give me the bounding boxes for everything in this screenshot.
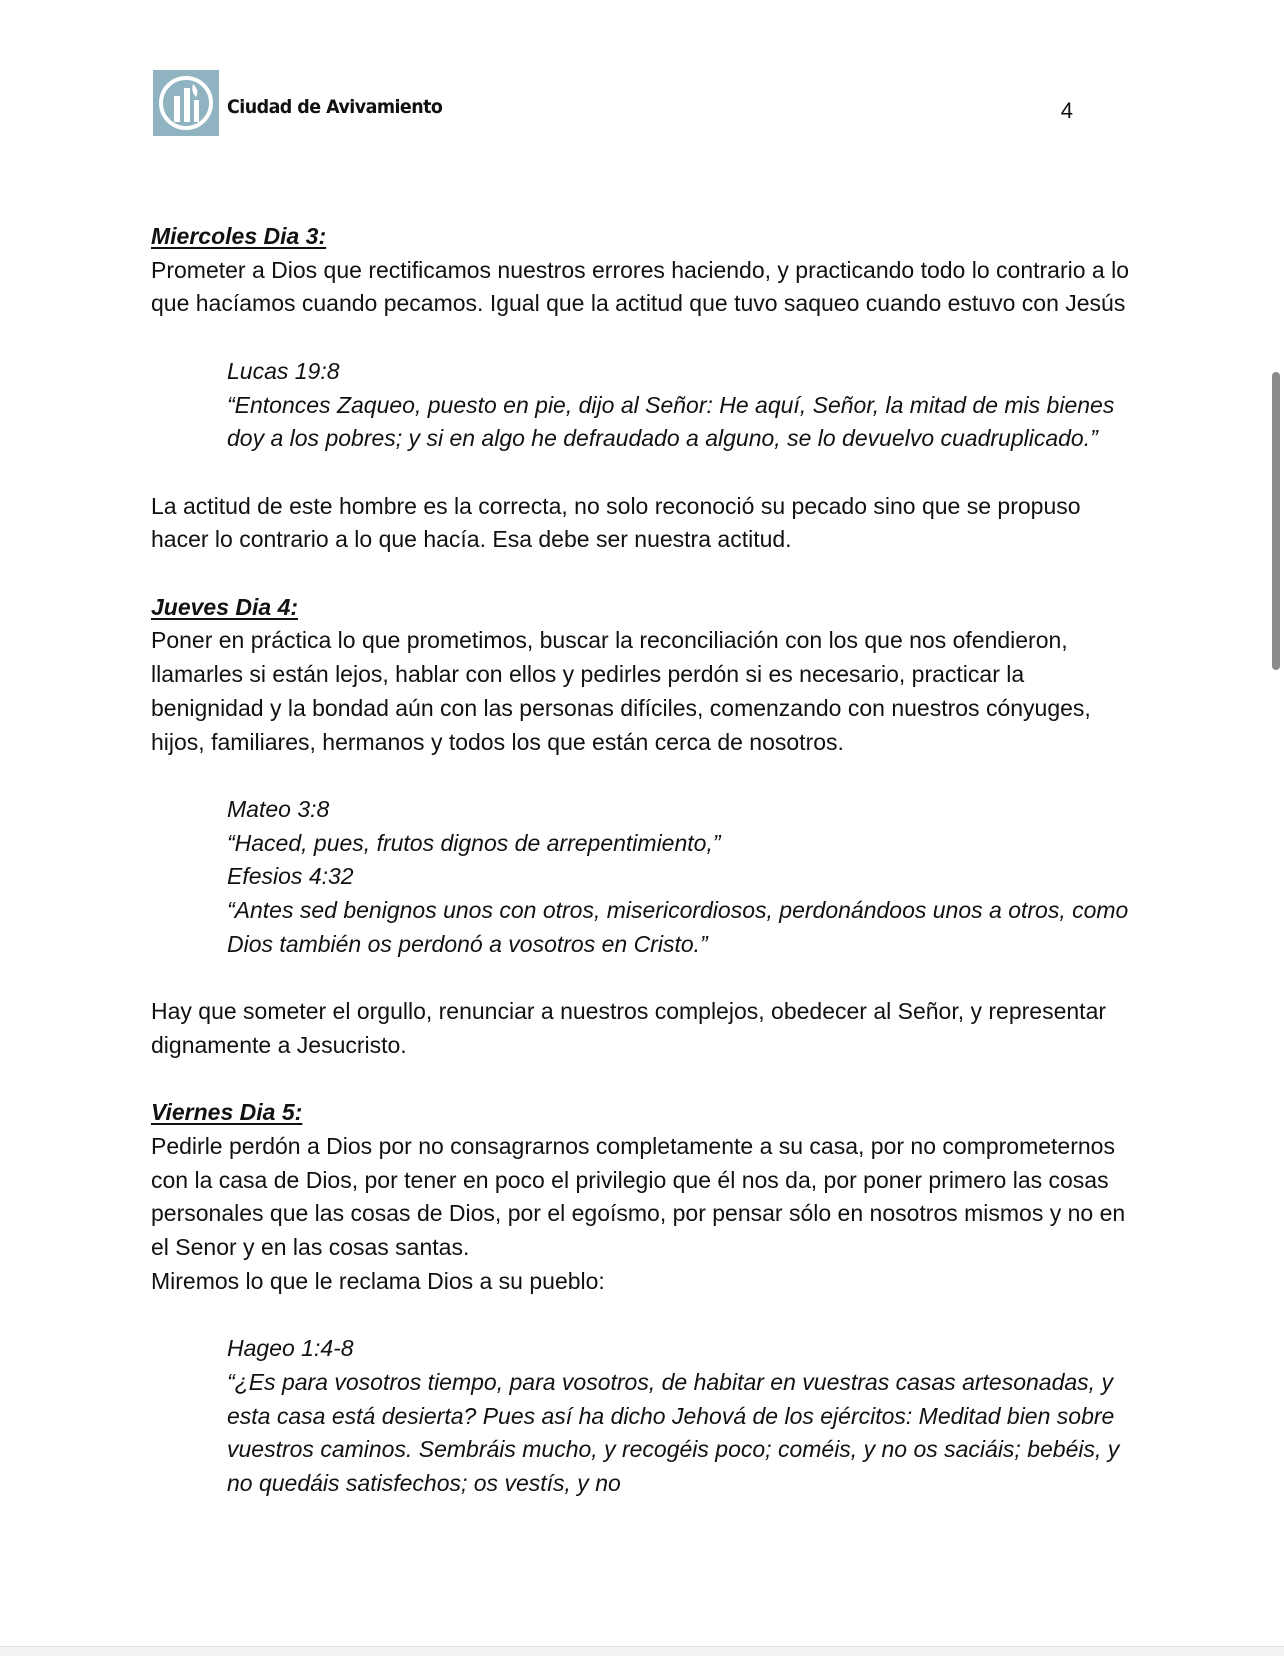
church-logo <box>153 70 219 136</box>
brand-name: Ciudad de Avivamiento <box>227 96 443 118</box>
section-title-jueves: Jueves Dia 4: <box>151 593 299 620</box>
quote-reference-lucas: Lucas 19:8 <box>227 357 340 384</box>
quote-text-hageo: “¿Es para vosotros tiempo, para vosotros, de habitar en vuestras casas artesonadas, y esta casa está desierta? Pues así ha dicho Jehová de los ejércitos: Meditad bien sobre vuestros caminos. Sembráis mucho, y recogéis poco; coméis, y no os saciáis; bebéis, y no quedáis satisfechos; os vestís, y no <box>227 1368 1120 1496</box>
page-header <box>153 70 1073 136</box>
quote-text-efesios: “Antes sed benignos unos con otros, misericordiosos, perdonándoos unos a otros, como Dios también os perdonó a vosotros en Cristo.” <box>227 897 1129 957</box>
section-closing-jueves: Hay que someter el orgullo, renunciar a nuestros complejos, obedecer al Señor, y representar dignamente a Jesucristo. <box>151 998 1107 1058</box>
quote-reference-hageo: Hageo 1:4-8 <box>227 1335 354 1362</box>
quote-text-mateo: “Haced, pues, frutos dignos de arrepentimiento,” <box>227 829 721 856</box>
section-intro-jueves: Poner en práctica lo que prometimos, buscar la reconciliación con los que nos ofendieron, llamarles si están lejos, hablar con ellos y pedirles perdón si es necesario, practicar la benignidad y la bondad aún con las personas difíciles, comenzando con nuestros cónyuges, hijos, familiares, hermanos y todos los que están cerca de nosotros. <box>151 627 1091 755</box>
section-title-miercoles: Miercoles Dia 3: <box>151 223 327 249</box>
page-number: 4 <box>1060 98 1073 123</box>
section-closing-miercoles: La actitud de este hombre es la correcta, no solo reconoció su pecado sino que se propuso hacer lo contrario a lo que hacía. Esa debe ser nuestra actitud. <box>151 492 1081 553</box>
section-intro2-viernes: Miremos lo que le reclama Dios a su pueblo: <box>151 1267 605 1294</box>
vertical-scrollbar-thumb[interactable] <box>1272 372 1280 670</box>
church-logo-icon <box>153 70 219 136</box>
quote-text-lucas: “Entonces Zaqueo, puesto en pie, dijo al Señor: He aquí, Señor, la mitad de mis bienes doy a los pobres; y si en algo he defraudado a alguno, se lo devuelvo cuadruplicado.” <box>227 391 1115 452</box>
page-bottom-edge <box>0 1646 1284 1656</box>
quote-reference-efesios: Efesios 4:32 <box>227 863 354 890</box>
section-title-viernes: Viernes Dia 5: <box>151 1099 303 1126</box>
section-intro-miercoles: Prometer a Dios que rectificamos nuestros errores haciendo, y practicando todo lo contrario a lo que hacíamos cuando pecamos. Igual que la actitud que tuvo saqueo cuando estuvo con Jesús <box>151 256 1129 317</box>
document-body <box>151 220 1131 1501</box>
section-intro-viernes: Pedirle perdón a Dios por no consagrarnos completamente a su casa, por no comprometernos con la casa de Dios, por tener en poco el privilegio que él nos da, por poner primero las cosas personales que las cosas de Dios, por el egoísmo, por pensar sólo en nosotros mismos y no en el Senor y en las cosas santas. <box>151 1132 1126 1260</box>
quote-reference-mateo: Mateo 3:8 <box>227 795 330 822</box>
